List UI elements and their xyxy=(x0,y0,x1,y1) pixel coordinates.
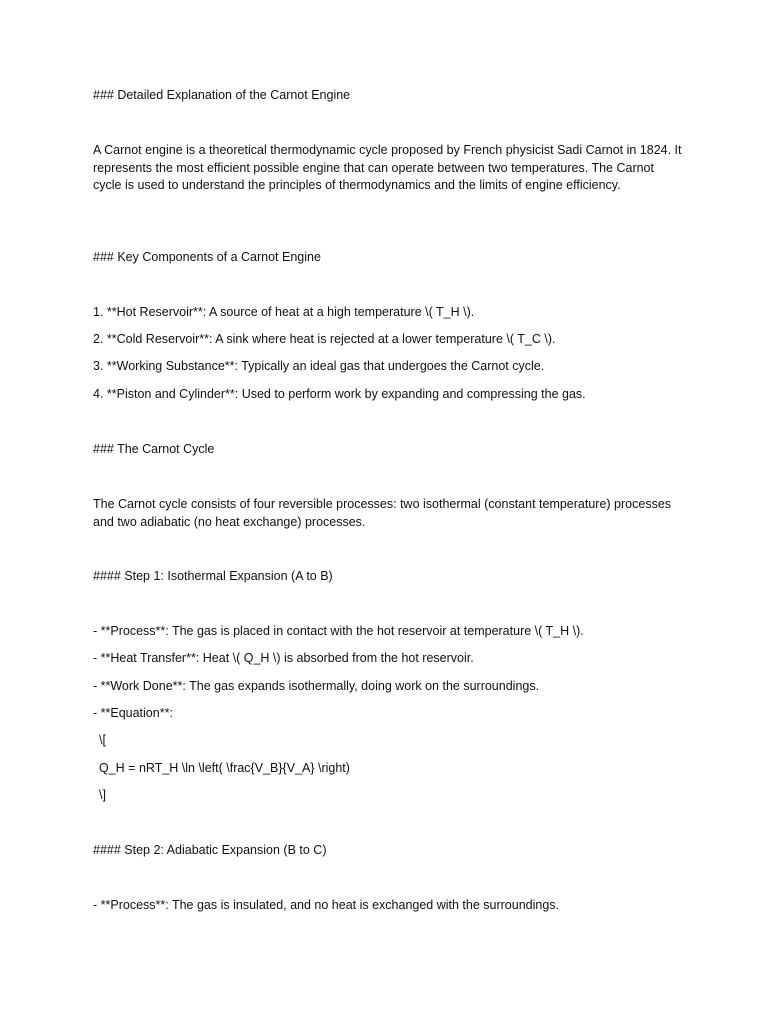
component-item: 1. **Hot Reservoir**: A source of heat at a high temperature \( T_H \). xyxy=(93,305,475,319)
heading-key-components: ### Key Components of a Carnot Engine xyxy=(93,250,321,264)
step1-item: - **Work Done**: The gas expands isothermally, doing work on the surroundings. xyxy=(93,679,540,693)
component-item: 4. **Piston and Cylinder**: Used to perform work by expanding and compressing the gas. xyxy=(93,387,586,401)
component-item: 2. **Cold Reservoir**: A sink where heat is rejected at a lower temperature \( T_C \). xyxy=(93,332,556,346)
equation-line: Q_H = nRT_H \ln \left( \frac{V_B}{V_A} \right) xyxy=(99,761,350,775)
step1-item: - **Heat Transfer**: Heat \( Q_H \) is absorbed from the hot reservoir. xyxy=(93,651,474,665)
heading-step-1: #### Step 1: Isothermal Expansion (A to B) xyxy=(93,569,333,583)
intro-paragraph: A Carnot engine is a theoretical thermodynamic cycle proposed by French physicist Sadi Carnot in 1824. It represents the most efficient possible engine that can operate between two temperatures. The Carnot cycle is used to understand the principles of thermodynamics and the limits of engine efficiency. xyxy=(93,143,682,192)
step2-item: - **Process**: The gas is insulated, and no heat is exchanged with the surroundings. xyxy=(93,898,560,912)
equation-line: \] xyxy=(99,788,106,802)
component-item: 3. **Working Substance**: Typically an ideal gas that undergoes the Carnot cycle. xyxy=(93,359,545,373)
heading-detailed-explanation: ### Detailed Explanation of the Carnot Engine xyxy=(93,88,351,102)
step1-item: - **Process**: The gas is placed in contact with the hot reservoir at temperature \( T_H \). xyxy=(93,624,584,638)
equation-line: \[ xyxy=(99,733,106,747)
heading-carnot-cycle: ### The Carnot Cycle xyxy=(93,442,215,456)
heading-step-2: #### Step 2: Adiabatic Expansion (B to C) xyxy=(93,843,327,857)
step1-item: - **Equation**: xyxy=(93,706,173,720)
cycle-intro-paragraph: The Carnot cycle consists of four reversible processes: two isothermal (constant temperature) processes and two adiabatic (no heat exchange) processes. xyxy=(93,497,672,529)
